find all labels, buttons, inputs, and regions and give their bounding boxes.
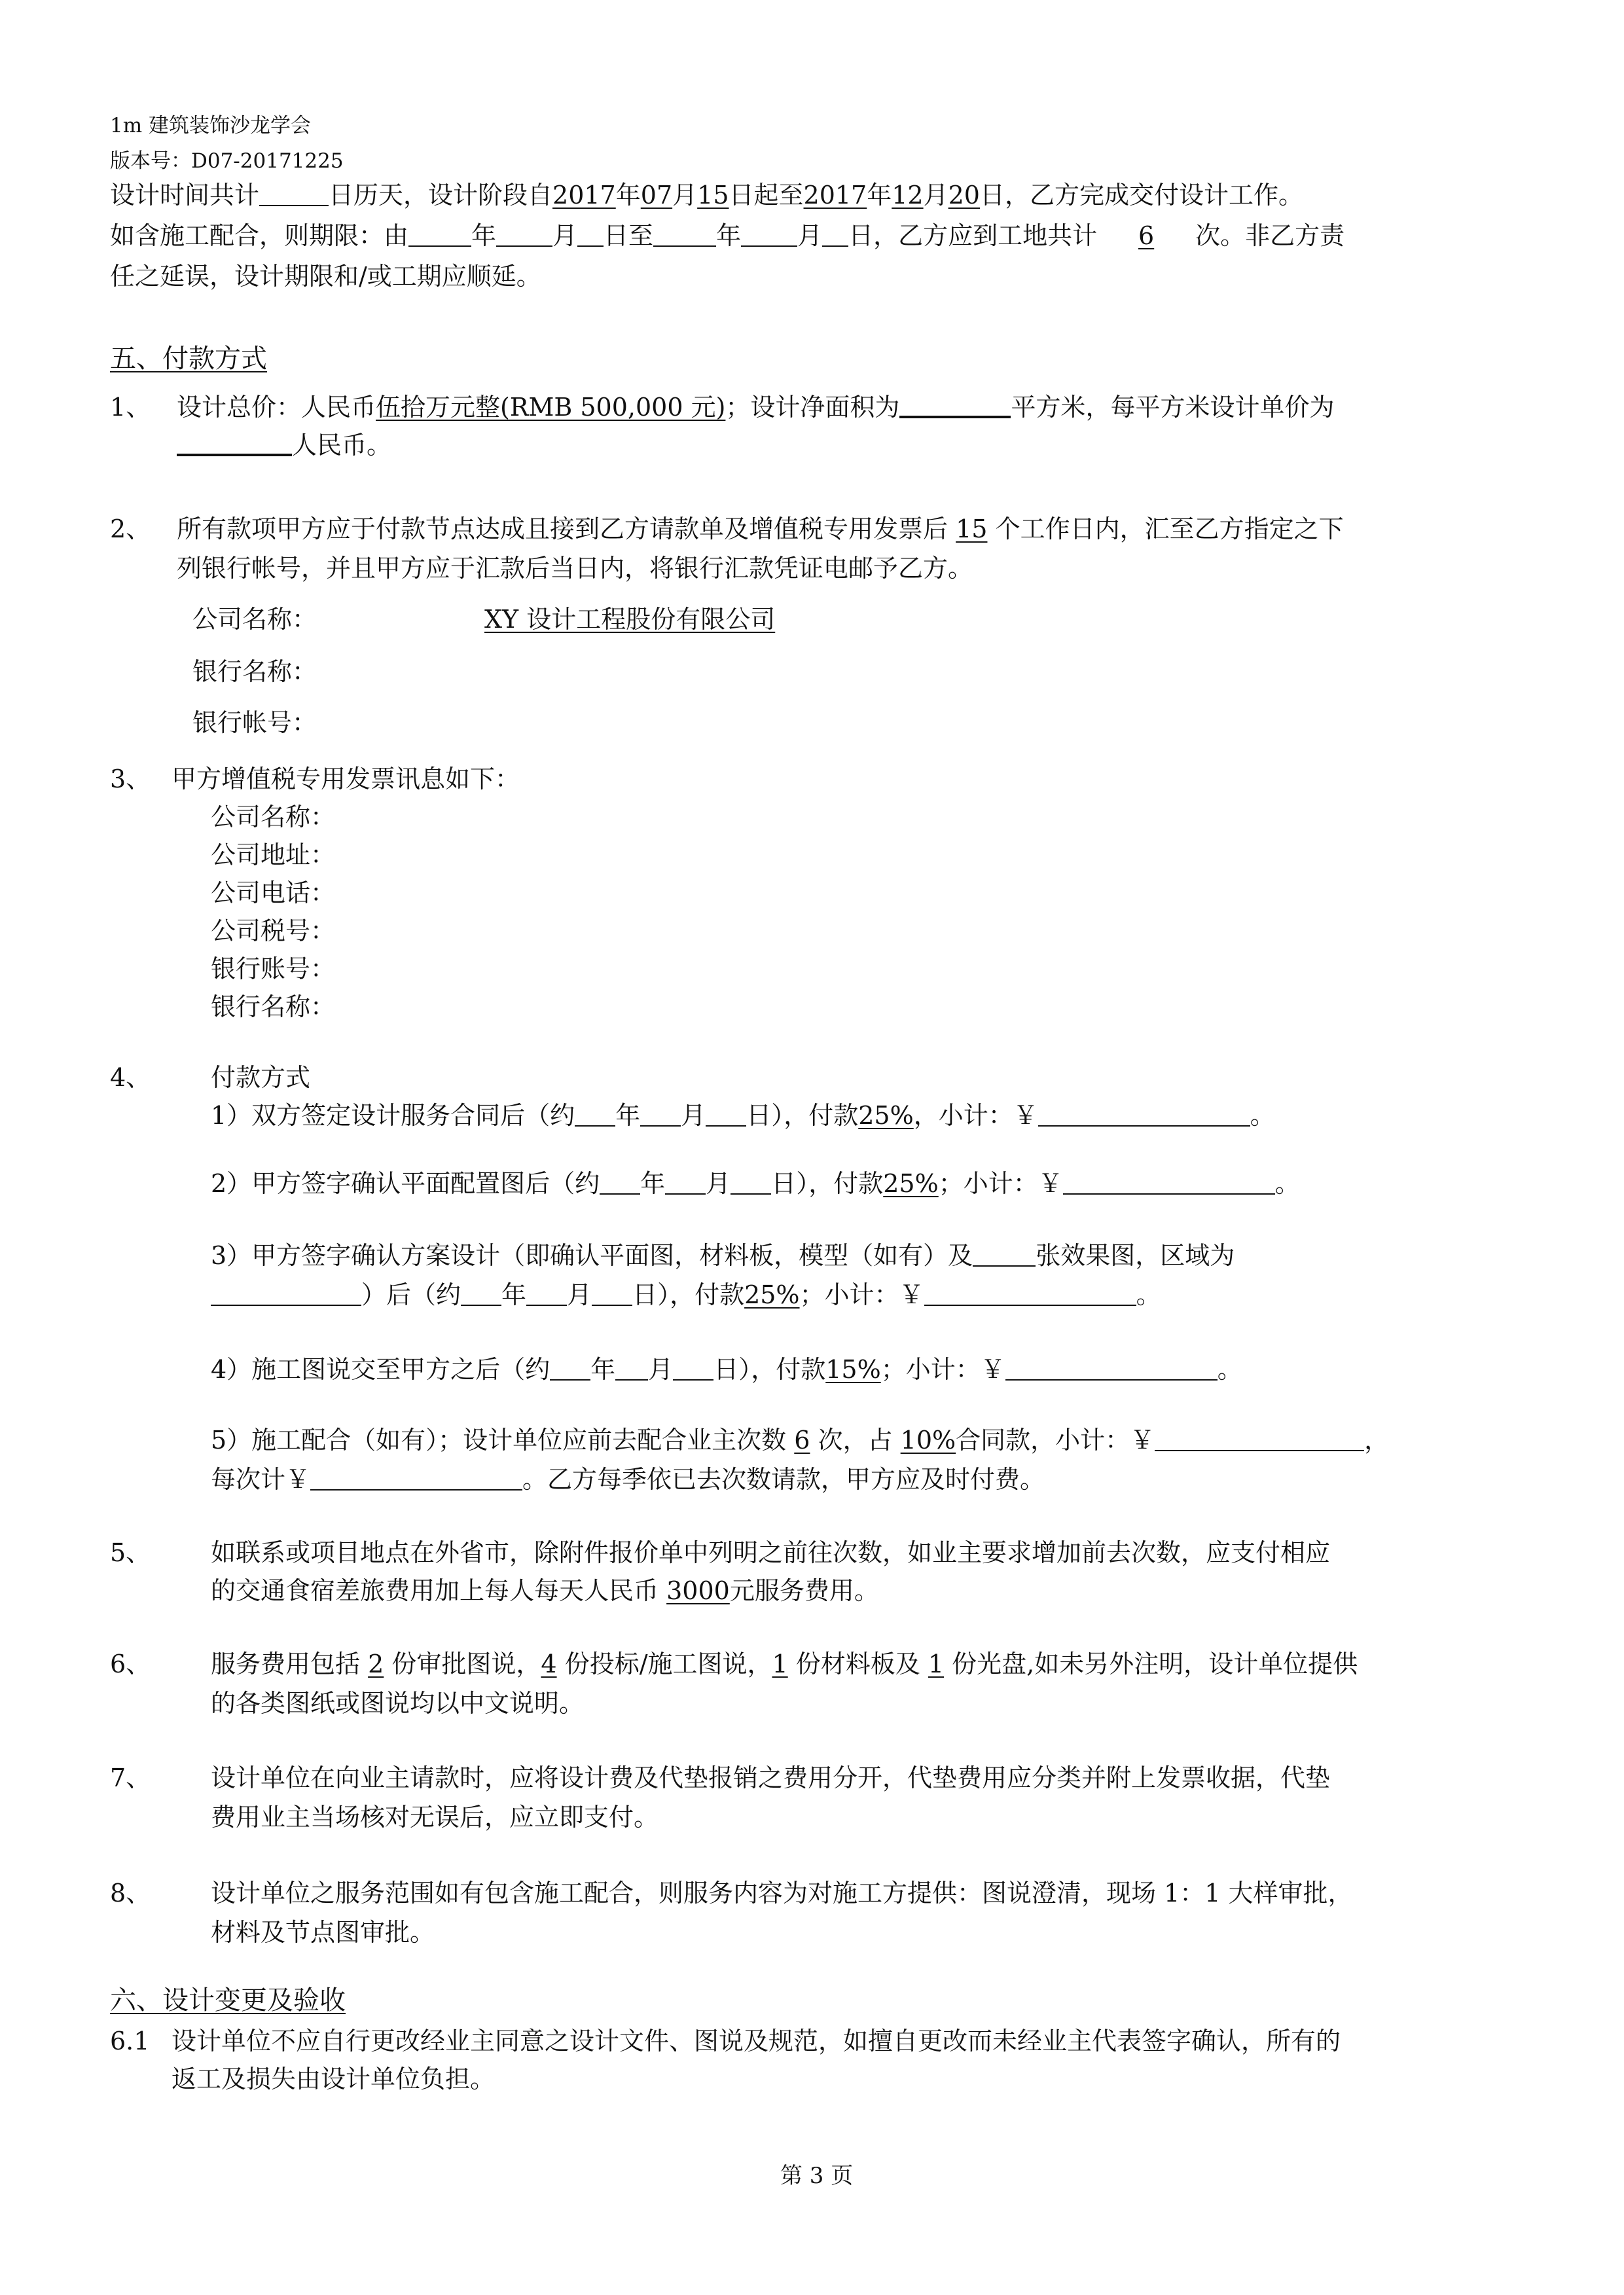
payment-step-2: 2）甲方签字确认平面配置图后（约 年 月 日），付款25%；小计：￥ 。 xyxy=(211,1169,1300,1198)
item-4-title: 付款方式 xyxy=(211,1063,311,1092)
item-1-number: 1、 xyxy=(110,393,151,422)
intro-line-3: 任之延误，设计期限和/或工期应顺延。 xyxy=(110,262,541,291)
company-name-value: XY 设计工程股份有限公司 xyxy=(484,605,776,634)
header-org: 1m 建筑装饰沙龙学会 xyxy=(110,114,311,137)
intro-line-1: 设计时间共计 日历天，设计阶段自2017年07月15日起至2017年12月20日，乙方完成交付设计工作。 xyxy=(110,181,1303,209)
item-8-number: 8、 xyxy=(110,1879,151,1907)
item-1-line-2: 人民币。 xyxy=(177,429,391,461)
item-6-1-line-1: 设计单位不应自行更改经业主同意之设计文件、图说及规范，如擅自更改而未经业主代表签字确认，所有的 xyxy=(171,2027,1341,2055)
item-3-title: 甲方增值税专用发票讯息如下： xyxy=(171,765,520,793)
item-7-line-1: 设计单位在向业主请款时，应将设计费及代垫报销之费用分开，代垫费用应分类并附上发票收据，代垫 xyxy=(211,1763,1331,1792)
item-5-line-2: 的交通食宿差旅费用加上每人每天人民币 3000元服务费用。 xyxy=(211,1576,879,1605)
invoice-field: 银行账号： xyxy=(211,954,336,983)
page-number: 第 3 页 xyxy=(780,2163,854,2189)
section-5-title: 五、付款方式 xyxy=(110,344,267,374)
item-2-number: 2、 xyxy=(110,515,151,543)
item-8-line-1: 设计单位之服务范围如有包含施工配合，则服务内容为对施工方提供：图说澄清，现场 1：1 大样审批， xyxy=(211,1879,1353,1907)
payment-step-5-line-1: 5）施工配合（如有）；设计单位应前去配合业主次数 6 次，占 10%合同款，小计：￥ ， xyxy=(211,1426,1390,1455)
invoice-field: 银行名称： xyxy=(211,992,336,1021)
item-4-number: 4、 xyxy=(110,1063,151,1092)
invoice-field: 公司税号： xyxy=(211,916,336,945)
invoice-field: 公司地址： xyxy=(211,840,336,869)
item-2-line-1: 所有款项甲方应于付款节点达成且接到乙方请款单及增值税专用发票后 15 个工作日内，汇至乙方指定之下 xyxy=(177,515,1344,543)
bank-account-label: 银行帐号： xyxy=(192,708,317,737)
item-1-line-1: 设计总价：人民币伍拾万元整(RMB 500,000 元)；设计净面积为 平方米，每平方米设计单价为 xyxy=(177,393,1335,422)
payment-step-1: 1）双方签定设计服务合同后（约 年 月 日），付款25%，小计：￥ 。 xyxy=(211,1101,1275,1130)
item-6-number: 6、 xyxy=(110,1650,151,1678)
payment-step-3-line-2: ）后（约 年 月 日），付款25%；小计：￥ 。 xyxy=(211,1279,1161,1311)
item-7-number: 7、 xyxy=(110,1763,151,1792)
item-8-line-2: 材料及节点图审批。 xyxy=(211,1918,435,1947)
payment-step-4: 4）施工图说交至甲方之后（约 年 月 日），付款15%；小计：￥ 。 xyxy=(211,1355,1242,1384)
item-5-number: 5、 xyxy=(110,1538,151,1567)
item-6-line-1: 服务费用包括 2 份审批图说，4 份投标/施工图说，1 份材料板及 1 份光盘,如未另外注明，设计单位提供 xyxy=(211,1650,1358,1678)
invoice-field: 公司名称： xyxy=(211,803,336,831)
intro-line-2: 如含施工配合，则期限：由 年 月 日至 年 月 日，乙方应到工地共计 6 次。非乙方责 xyxy=(110,221,1345,250)
item-5-line-1: 如联系或项目地点在外省市，除附件报价单中列明之前往次数，如业主要求增加前去次数，应支付相应 xyxy=(211,1538,1331,1567)
item-6-line-2: 的各类图纸或图说均以中文说明。 xyxy=(211,1689,585,1718)
item-2-line-2: 列银行帐号，并且甲方应于汇款后当日内，将银行汇款凭证电邮予乙方。 xyxy=(177,554,973,583)
payment-step-5-line-2: 每次计￥ 。乙方每季依已去次数请款，甲方应及时付费。 xyxy=(211,1465,1045,1494)
company-name-label: 公司名称： xyxy=(192,605,317,634)
item-3-number: 3、 xyxy=(110,765,151,793)
invoice-field: 公司电话： xyxy=(211,878,336,907)
bank-name-label: 银行名称： xyxy=(192,657,317,686)
section-6-title: 六、设计变更及验收 xyxy=(110,1985,346,2015)
item-6-1-line-2: 返工及损失由设计单位负担。 xyxy=(171,2065,496,2093)
item-7-line-2: 费用业主当场核对无误后，应立即支付。 xyxy=(211,1803,659,1832)
item-6-1-number: 6.1 xyxy=(110,2027,150,2055)
header-version: 版本号：D07-20171225 xyxy=(110,149,344,173)
payment-step-3-line-1: 3）甲方签字确认方案设计（即确认平面图，材料板，模型（如有）及 张效果图，区域为 xyxy=(211,1241,1235,1270)
